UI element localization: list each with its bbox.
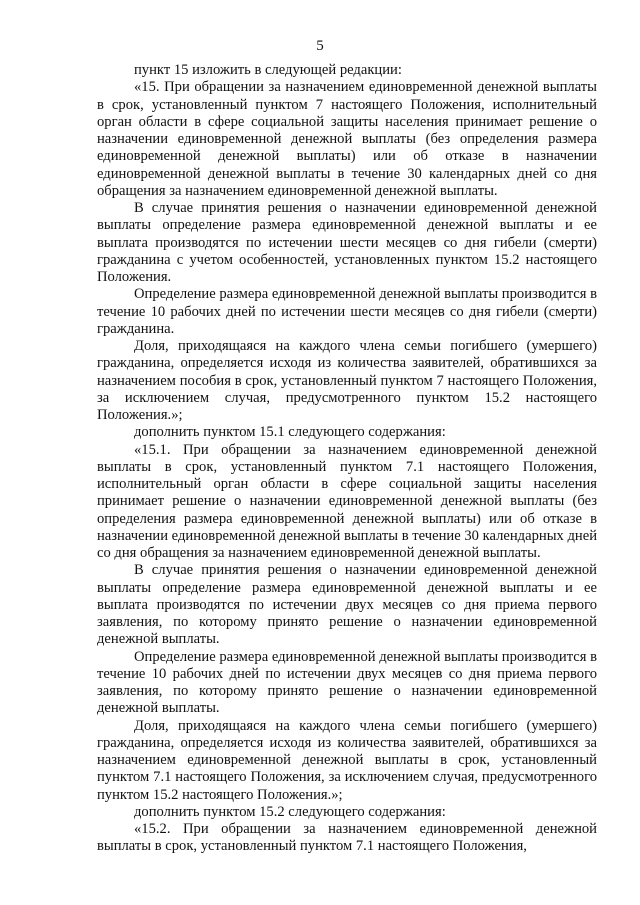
paragraph: «15. При обращении за назначением единовременной денежной выплаты в срок, установленный пунктом 7 настоящего Положения, исполнительный орган области в сфере социальной защиты населения принимает решение о назначении единовременной денежной выплаты (без определения размера единовременной денежной выплаты) или об отказе в назначении единовременной денежной выплаты в течение 30 календарных дней со дня обращения за назначением единовременной денежной выплаты. [97, 79, 597, 199]
document-body [97, 62, 597, 856]
paragraph: Доля, приходящаяся на каждого члена семьи погибшего (умершего) гражданина, определяется исходя из количества заявителей, обратившихся за назначением пособия в срок, установленный пунктом 7 настоящего Положения, за исключением случая, предусмотренного пунктом 15.2 настоящего Положения.»; [97, 338, 597, 423]
paragraph: «15.2. При обращении за назначением единовременной денежной выплаты в срок, установленный пунктом 7.1 настоящего Положения, [97, 821, 597, 855]
paragraph: Доля, приходящаяся на каждого члена семьи погибшего (умершего) гражданина, определяется исходя из количества заявителей, обратившихся за назначением единовременной денежной выплаты в срок, установленный пунктом 7.1 настоящего Положения, за исключением случая, предусмотренного пунктом 15.2 настоящего Положения.»; [97, 717, 597, 803]
paragraph: дополнить пунктом 15.1 следующего содержания: [134, 424, 446, 441]
paragraph: Определение размера единовременной денежной выплаты производится в течение 10 рабочих дней по истечении двух месяцев со дня приема первого заявления, по которому принято решение о назначении единовременной денежной выплаты. [97, 648, 597, 717]
paragraph: дополнить пунктом 15.2 следующего содержания: [134, 803, 446, 820]
paragraph: В случае принятия решения о назначении единовременной денежной выплаты определение размера единовременной денежной выплаты и ее выплата производятся по истечении двух месяцев со дня приема первого заявления, по которому принято решение о назначении единовременной денежной выплаты. [97, 562, 597, 648]
paragraph: «15.1. При обращении за назначением единовременной денежной выплаты в срок, установленный пунктом 7.1 настоящего Положения, исполнительный орган области в сфере социальной защиты населения принимает решение о назначении единовременной денежной выплаты (без определения размера единовременной денежной выплаты) или об отказе в назначении единовременной денежной выплаты в течение 30 календарных дней со дня обращения за назначением единовременной денежной выплаты. [97, 441, 597, 561]
page-number: 5 [316, 38, 324, 54]
paragraph: В случае принятия решения о назначении единовременной денежной выплаты определение размера единовременной денежной выплаты и ее выплата производятся по истечении шести месяцев со дня гибели (смерти) гражданина с учетом особенностей, установленных пунктом 15.2 настоящего Положения. [97, 200, 597, 285]
paragraph: пункт 15 изложить в следующей редакции: [134, 62, 402, 78]
paragraph: Определение размера единовременной денежной выплаты производится в течение 10 рабочих дней по истечении шести месяцев со дня гибели (смерти) гражданина. [97, 286, 597, 337]
